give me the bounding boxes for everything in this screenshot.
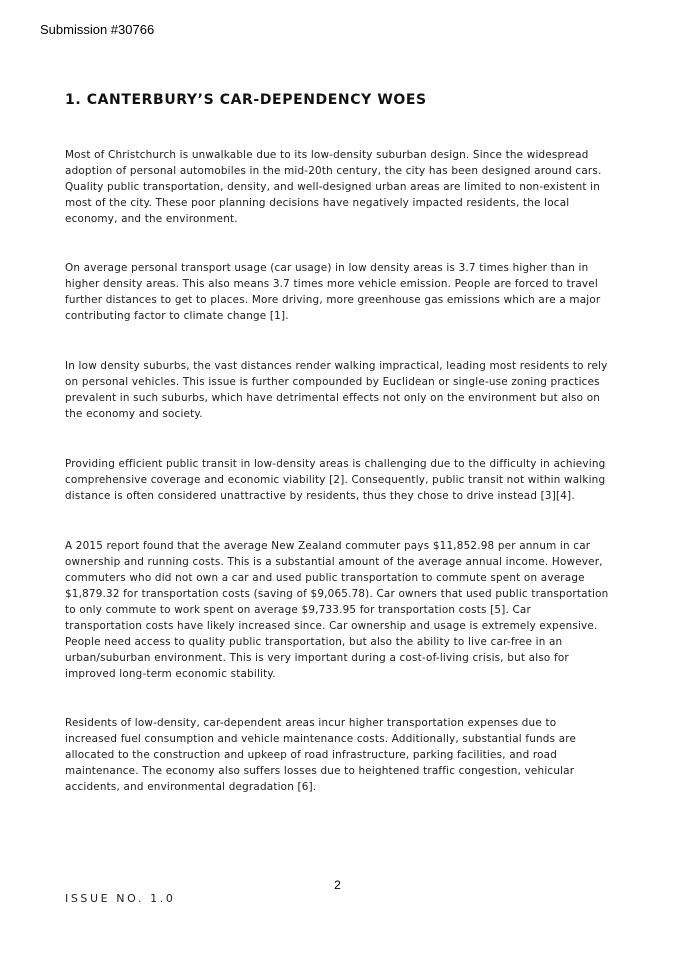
paragraph-public-transit: Providing efficient public transit in low-density areas is challenging due to the difficulty in achieving comprehensive coverage and economic viability [2]. Consequently, public transit not within walking distance is often considered unattractive by residents, thus they chose to drive instead [3][4]. [65,458,606,502]
page-number: 2 [334,878,341,892]
paragraph-economic-costs: Residents of low-density, car-dependent areas incur higher transportation expenses due to increased fuel consumption and vehicle maintenance costs. Additionally, substantial funds are allocated to the construction and upkeep of road infrastructure, parking facilities, and road maintenance. The economy also suffers losses due to heightened traffic congestion, vehicular accidents, and environmental degradation [6]. [65,717,577,793]
paragraph-emissions: On average personal transport usage (car usage) in low density areas is 3.7 times higher than in higher density areas. This also means 3.7 times more vehicle emission. People are forced to travel further distances to get to places. More driving, more greenhouse gas emissions which are a major contributing factor to climate change [1]. [65,262,601,322]
submission-label: Submission #30766 [40,22,155,37]
paragraph-commuter-costs: A 2015 report found that the average New Zealand commuter pays $11,852.98 per annum in car ownership and running costs. This is a substantial amount of the average annual income. However, commuters who did not own a car and used public transportation to commute spent on average $1,879.32 for transportation costs (saving of $9,065.78). Car owners that used public transportation to only commute to work spent on average $9,733.95 for transportation costs [5]. Car transportation costs have likely increased since. Car ownership and usage is extremely expensive. People need access to quality public transportation, but also the ability to live car-free in an urban/suburban environment. This is very important during a cost-of-living crisis, but also for improved long-term economic stability. [65,540,609,680]
section-heading: 1. CANTERBURY’S CAR-DEPENDENCY WOES [65,92,427,108]
paragraph-intro: Most of Christchurch is unwalkable due to its low-density suburban design. Since the widespread adoption of personal automobiles in the mid-20th century, the city has been designed around cars. Quality public transportation, density, and well-designed urban areas are limited to non-existent in most of the city. These poor planning decisions have negatively impacted residents, the local economy, and the environment. [65,149,602,225]
issue-label: ISSUE NO. 1.0 [65,892,176,905]
paragraph-low-density: In low density suburbs, the vast distances render walking impractical, leading most residents to rely on personal vehicles. This issue is further compounded by Euclidean or single-use zoning practices prevalent in such suburbs, which have detrimental effects not only on the environment but also on the economy and society. [65,360,608,420]
